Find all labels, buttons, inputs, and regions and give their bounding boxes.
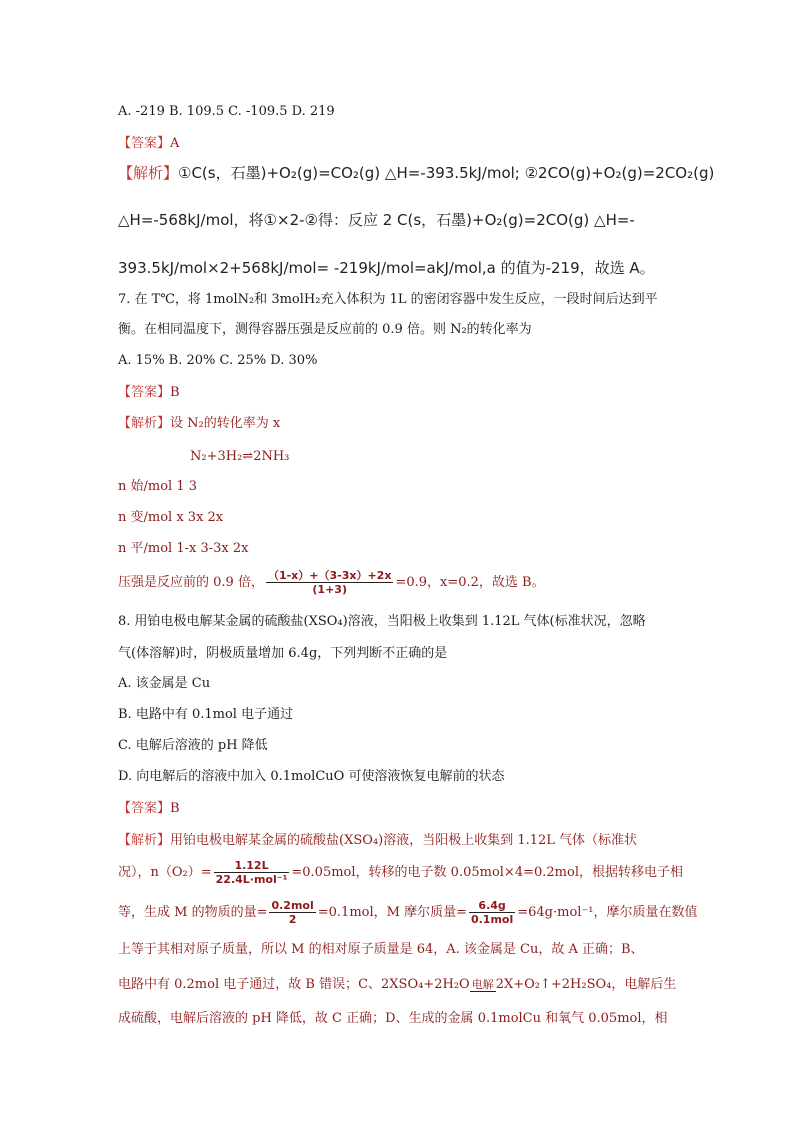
- molar-mass-fraction: [469, 899, 515, 926]
- q8-answer: [118, 799, 180, 819]
- explanation-text: 设 N₂的转化率为 x: [170, 416, 281, 431]
- q7-answer: [118, 383, 180, 403]
- explanation-tag: 【解析】: [118, 416, 171, 431]
- q7-stem-line2: 衡。在相同温度下，测得容器压强是反应前的 0.9 倍。则 N₂的转化率为: [118, 322, 532, 337]
- text-segment: 电路中有 0.2mol 电子通过，故 B 错误；C、2XSO₄+2H₂O: [118, 977, 470, 992]
- answer-value: B: [170, 385, 180, 400]
- q8-explanation-line4: 上等于其相对原子质量，所以 M 的相对原子质量是 64，A. 该金属是 Cu，故 A 正确；B、: [118, 942, 644, 957]
- explanation-tag: 【解析】: [118, 164, 179, 182]
- q8-explanation-line5: [118, 975, 676, 995]
- explanation-tag: 【解析】: [118, 833, 171, 848]
- fraction-denominator: 2: [288, 913, 297, 926]
- q6-options: A. -219 B. 109.5 C. -109.5 D. 219: [118, 104, 335, 119]
- fraction-numerator: （1-x）+（3-3x）+2x: [267, 569, 392, 582]
- q7-stem-line1: 7. 在 T℃，将 1molN₂和 3molH₂充入体积为 1L 的密闭容器中发生反应，一段时间后达到平: [118, 292, 658, 307]
- explanation-text: 用铂电极电解某金属的硫酸盐(XSO₄)溶液，当阳极上收集到 1.12L 气体（标准状: [170, 833, 638, 848]
- q7-row-start: n 始/mol 1 3: [118, 479, 198, 494]
- q7-row-equilibrium: n 平/mol 1-x 3-3x 2x: [118, 541, 249, 556]
- q6-explanation-line2: △H=-568kJ/mol，将①×2-②得：反应 2 C(s，石墨)+O₂(g)=2CO(g) △H=-: [118, 211, 635, 229]
- text-segment: =0.05mol，转移的电子数 0.05mol×4=0.2mol，根据转移电子相: [291, 865, 683, 880]
- q8-explanation-line3: [118, 898, 698, 928]
- text-segment: 2X+O₂↑+2H₂SO₄，电解后生: [495, 977, 677, 992]
- q8-explanation-line1: [118, 831, 637, 851]
- q7-options: A. 15% B. 20% C. 25% D. 30%: [118, 353, 318, 368]
- answer-value: B: [170, 801, 180, 816]
- q8-option-b: B. 电路中有 0.1mol 电子通过: [118, 707, 294, 722]
- fraction-numerator: 6.4g: [469, 899, 515, 913]
- answer-tag: 【答案】: [118, 385, 171, 400]
- q6-explanation-line1: [118, 163, 714, 183]
- q8-option-a: A. 该金属是 Cu: [118, 676, 211, 691]
- q7-equation: N₂+3H₂⇌2NH₃: [190, 449, 290, 464]
- text-segment: =0.1mol，M 摩尔质量=: [317, 905, 467, 920]
- q8-stem-line2: 气(体溶解)时，阴极质量增加 6.4g，下列判断不正确的是: [118, 646, 448, 661]
- fraction-denominator: 22.4L·mol⁻¹: [215, 873, 288, 886]
- pressure-fraction: [266, 569, 393, 596]
- q8-option-d: D. 向电解后的溶液中加入 0.1molCuO 可使溶液恢复电解前的状态: [118, 769, 505, 784]
- fraction-denominator: 0.1mol: [470, 913, 514, 926]
- q8-stem-line1: 8. 用铂电极电解某金属的硫酸盐(XSO₄)溶液，当阳极上收集到 1.12L 气体(标准状况，忽略: [118, 614, 646, 629]
- q6-explanation-line3: 393.5kJ/mol×2+568kJ/mol= -219kJ/mol=akJ/mol,a 的值为-219，故选 A。: [118, 259, 655, 277]
- q8-explanation-line2: [118, 858, 683, 888]
- explanation-text: ①C(s，石墨)+O₂(g)=CO₂(g) △H=-393.5kJ/mol; ②2CO(g)+O₂(g)=2CO₂(g): [178, 164, 715, 182]
- answer-value: A: [170, 136, 180, 151]
- q8-option-c: C. 电解后溶液的 pH 降低: [118, 738, 268, 753]
- q7-row-change: n 变/mol x 3x 2x: [118, 510, 224, 525]
- metal-moles-fraction: [269, 899, 315, 926]
- q7-conclusion: [118, 568, 545, 598]
- q8-explanation-line6: 成硫酸，电解后溶液的 pH 降低，故 C 正确；D、生成的金属 0.1molCu 和氧气 0.05mol，相: [118, 1011, 668, 1026]
- fraction-numerator: 0.2mol: [271, 899, 314, 912]
- oxygen-moles-fraction: [214, 859, 290, 886]
- fraction-denominator: (1+3): [312, 583, 347, 596]
- conclusion-pre: 压强是反应前的 0.9 倍，: [118, 575, 264, 590]
- q7-explanation-head: [118, 414, 280, 434]
- answer-tag: 【答案】: [118, 801, 171, 816]
- text-segment: 等，生成 M 的物质的量=: [118, 905, 268, 920]
- electrolysis-arrow: 电解: [471, 978, 494, 991]
- text-segment: 况），n（O₂）=: [118, 865, 212, 880]
- fraction-numerator: 1.12L: [214, 859, 290, 873]
- q6-answer: [118, 134, 179, 154]
- text-segment: =64g·mol⁻¹，摩尔质量在数值: [517, 905, 698, 920]
- conclusion-post: =0.9，x=0.2，故选 B。: [395, 575, 545, 590]
- answer-tag: 【答案】: [118, 136, 171, 151]
